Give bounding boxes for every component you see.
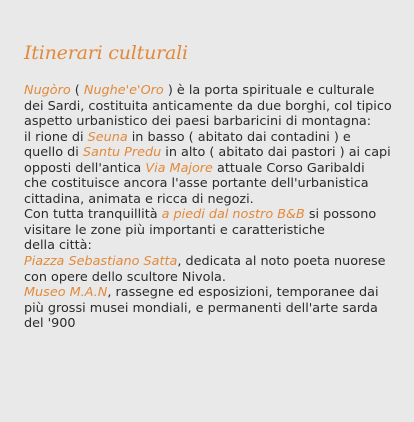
text-segment: aspetto urbanistico dei paesi barbaricini di montagna: [24,114,372,130]
description-text [24,83,408,332]
text-segment: quello di [24,145,83,161]
highlighted-term: Via Majore [145,160,213,176]
text-segment: ) è la porta spirituale e culturale [163,83,375,98]
highlighted-term: Seuna [87,129,128,145]
highlighted-term: Nugòro [24,83,71,98]
section-title: Itinerari culturali [24,42,188,64]
text-segment: più grossi musei mondiali, e permanenti dell'arte sarda [24,300,378,316]
text-segment: visitare le zone più importanti e caratteristiche [24,222,325,238]
highlighted-term: Museo M.A.N [24,285,108,301]
text-segment: ( [70,83,84,98]
text-segment: del '900 [24,316,76,332]
text-line [24,238,408,254]
text-line [24,130,408,146]
text-segment: opposti dell'antica [24,160,146,176]
highlighted-term: Piazza Sebastiano Satta [24,254,178,270]
text-segment: , dedicata al noto poeta nuorese [177,254,386,270]
text-line [24,223,408,239]
text-line [24,316,408,332]
text-line [24,83,408,99]
text-line [24,192,408,208]
text-line [24,161,408,177]
text-segment: Con tutta tranquillità [24,207,162,223]
text-segment: in alto ( abitato dai pastori ) ai capi [161,145,391,161]
highlighted-term: Nughe'e'Oro [83,83,164,98]
text-line [24,254,408,270]
text-segment: dei Sardi, costituita anticamente da due borghi, col tipico [24,98,392,114]
highlighted-term: a piedi dal nostro B&B [161,207,305,223]
text-segment: cittadina, animata e ricca di negozi. [24,191,254,207]
text-segment: che costituisce ancora l'asse portante dell'urbanistica [24,176,369,192]
text-line [24,301,408,317]
text-line [24,99,408,115]
text-line [24,285,408,301]
text-line [24,176,408,192]
text-line [24,145,408,161]
text-line [24,270,408,286]
text-segment: in basso ( abitato dai contadini ) e [127,129,351,145]
highlighted-term: Santu Predu [82,145,162,161]
text-segment: della città: [24,238,92,254]
text-segment: con opere dello scultore Nivola. [24,269,226,285]
text-line [24,114,408,130]
text-segment: , rassegne ed esposizioni, temporanee dai [107,285,379,301]
text-segment: si possono [304,207,377,223]
text-segment: il rione di [24,129,88,145]
text-segment: attuale Corso Garibaldi [212,160,365,176]
text-line [24,207,408,223]
